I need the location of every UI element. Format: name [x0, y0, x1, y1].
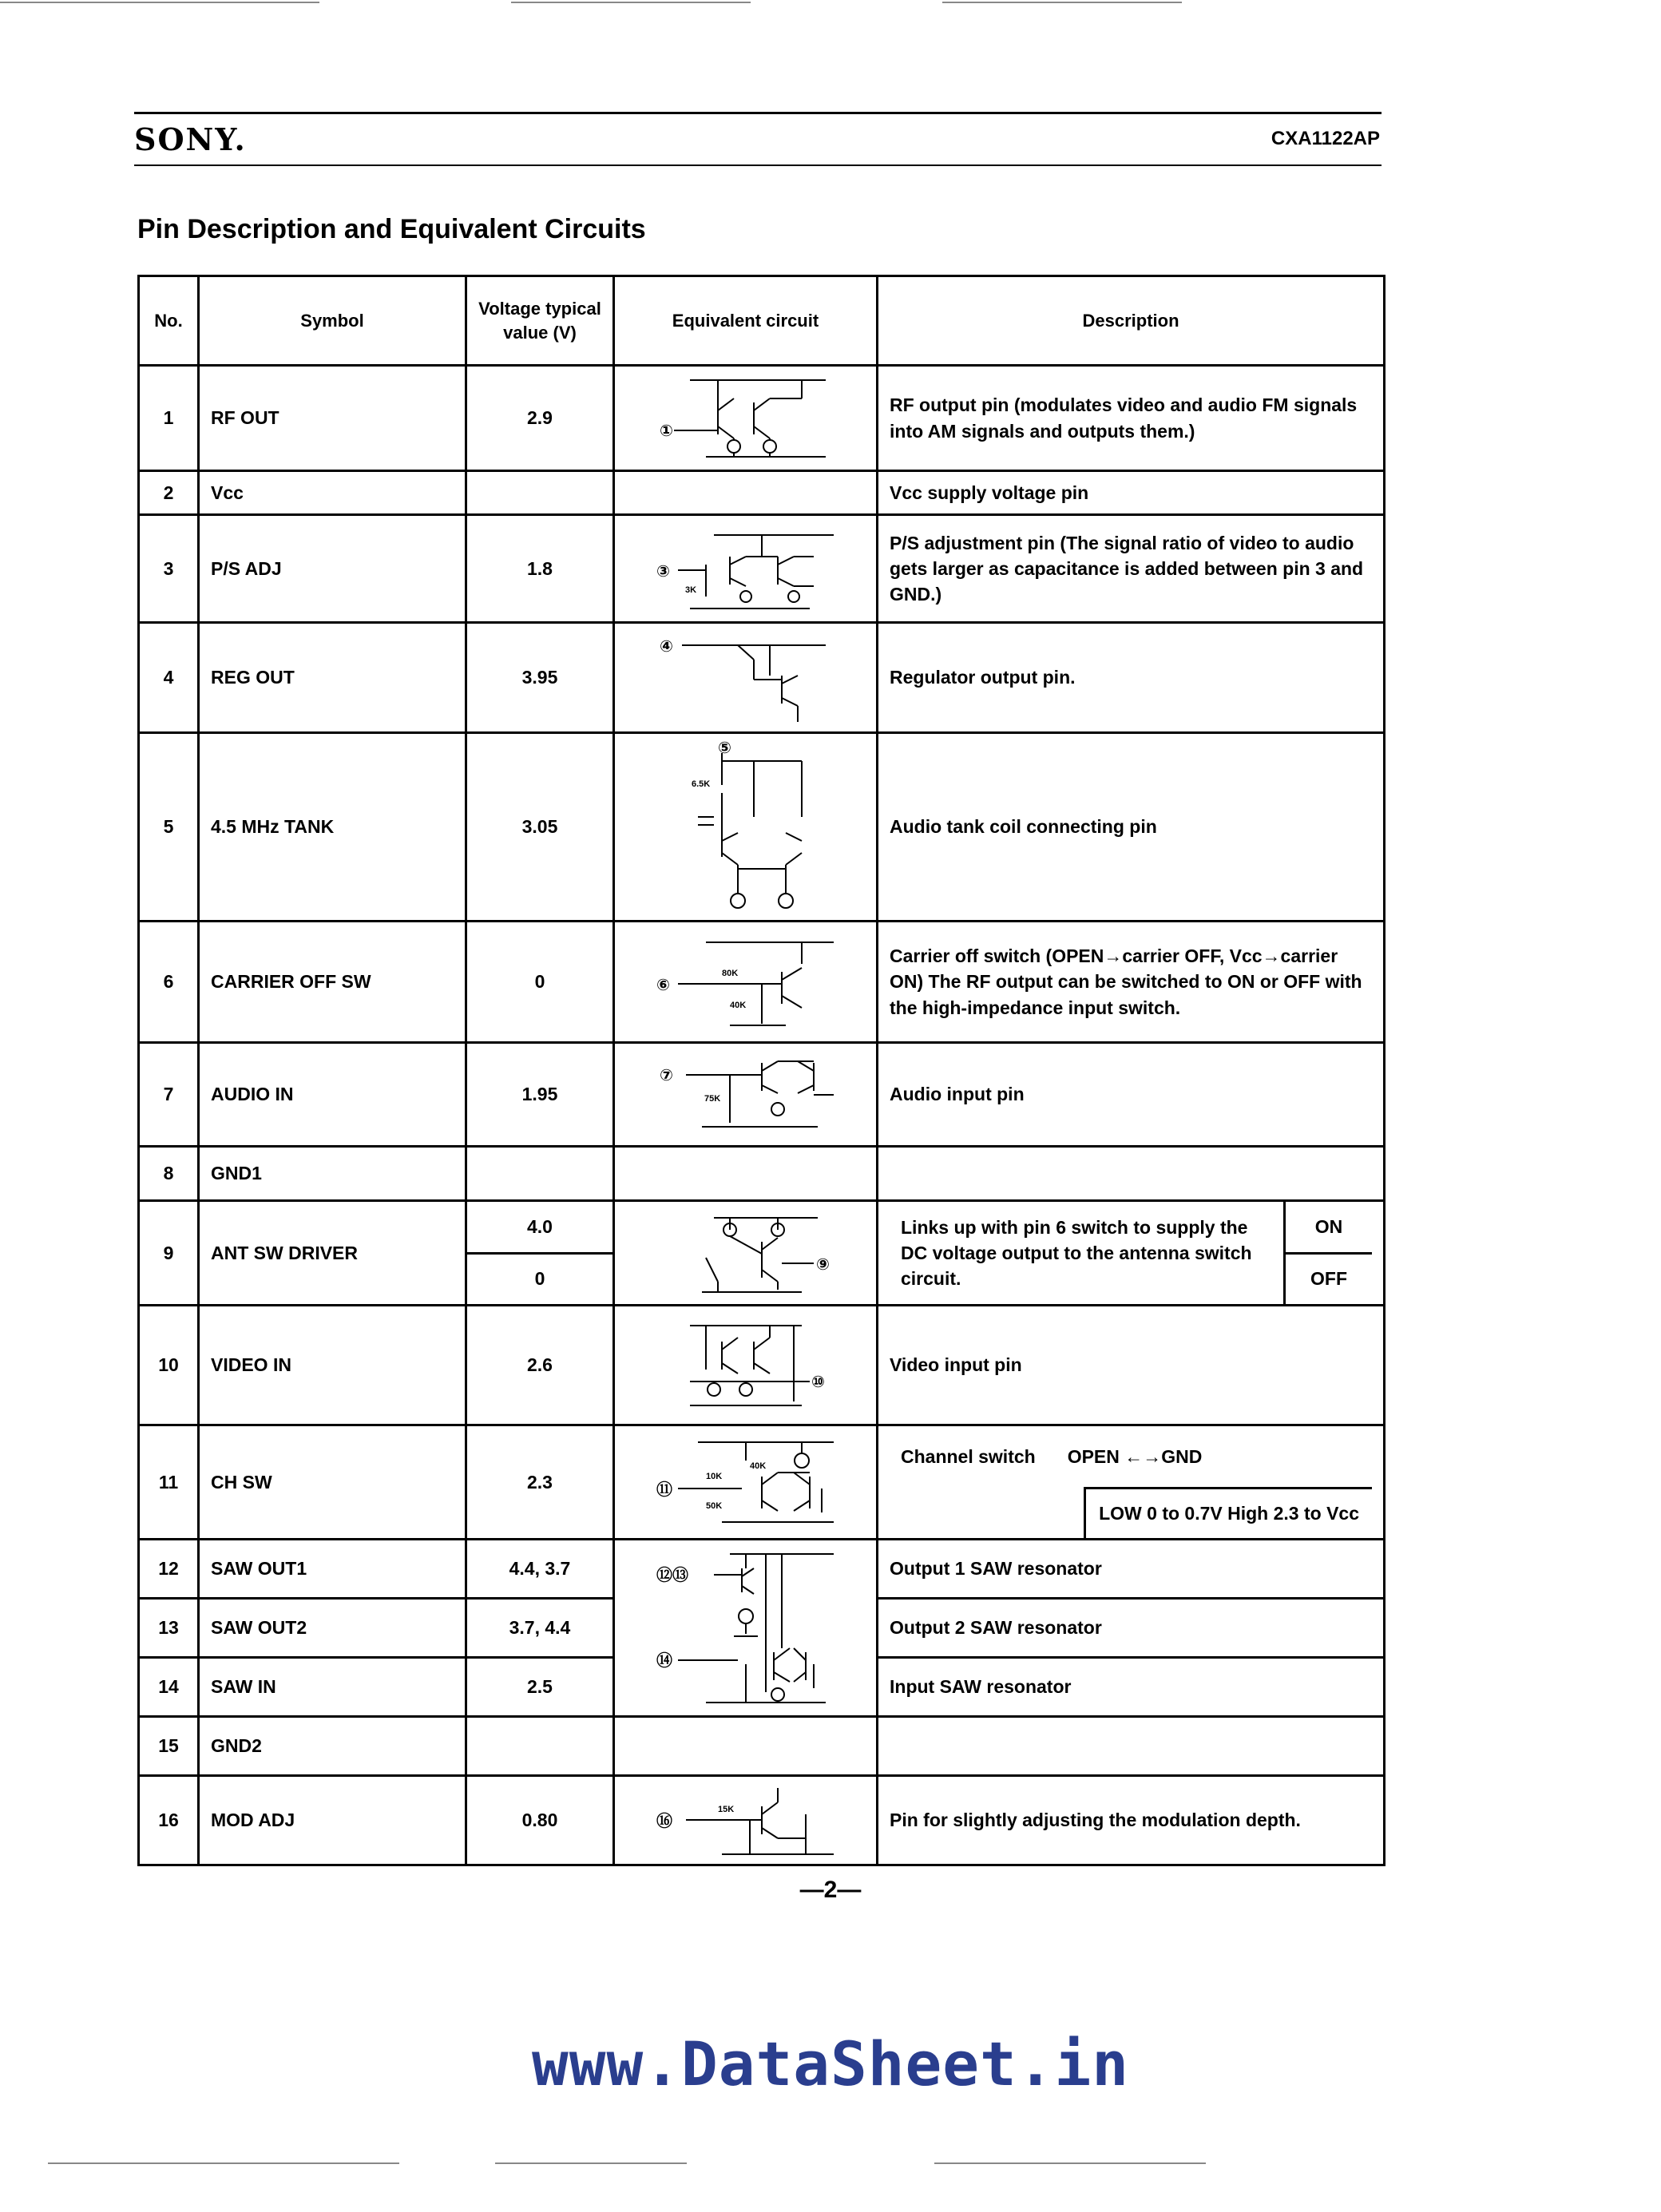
pin-voltage-off: 0 [467, 1252, 612, 1305]
circuit-carrier-off [642, 928, 850, 1036]
circuit-cell [614, 1540, 878, 1717]
resistor-label: 10K [705, 1471, 722, 1481]
circuit-audio-in [642, 1047, 850, 1143]
scan-artifact-top [942, 2, 1182, 3]
page-number: —2— [799, 1877, 862, 1903]
switch-map: OPEN ←→GND [1067, 1445, 1203, 1467]
header-rule-bottom [134, 165, 1382, 166]
circuit-cell [614, 1306, 878, 1425]
part-number: CXA1122AP [1271, 128, 1380, 149]
circuit-cell [614, 922, 878, 1043]
table-row [139, 1306, 1385, 1425]
col-header-voltage: Voltage typical value (V) [466, 276, 614, 366]
pin-marker: ⑫⑬ [656, 1566, 688, 1584]
pin-marker: ③ [656, 563, 670, 581]
pin-voltage [466, 1147, 614, 1201]
pin-symbol: AUDIO IN [199, 1043, 466, 1147]
col-header-no: No. [139, 276, 199, 366]
table-row [139, 471, 1385, 515]
pin-marker: ⑪ [656, 1481, 672, 1499]
pin-no: 12 [139, 1540, 199, 1599]
pin-voltage: 3.95 [466, 623, 614, 733]
pin-symbol: RF OUT [199, 366, 466, 471]
pin-voltage: 3.7, 4.4 [466, 1599, 614, 1658]
circuit-ant-sw [642, 1206, 850, 1300]
pin-description: Output 1 SAW resonator [878, 1540, 1385, 1599]
pin-description: Output 2 SAW resonator [878, 1599, 1385, 1658]
pin-description: Pin for slightly adjusting the modulation depth. [878, 1776, 1385, 1865]
pin-description [878, 1147, 1385, 1201]
pin-description: Video input pin [878, 1306, 1385, 1425]
pin-description: RF output pin (modulates video and audio FM signals into AM signals and outputs them.) [878, 366, 1385, 471]
pin-voltage: 3.05 [466, 733, 614, 922]
col-header-symbol: Symbol [199, 276, 466, 366]
pin-marker: ⑨ [815, 1256, 830, 1274]
pin-marker: ⑭ [656, 1651, 672, 1670]
pin-marker: ⑩ [811, 1373, 825, 1391]
resistor-label: 40K [729, 1001, 746, 1010]
table-row [139, 733, 1385, 922]
pin-no: 13 [139, 1599, 199, 1658]
pin-no: 2 [139, 471, 199, 515]
col-header-description: Description [878, 276, 1385, 366]
table-row [139, 366, 1385, 471]
state-on: ON [1314, 1215, 1343, 1237]
pin-voltage: 2.3 [466, 1425, 614, 1540]
pin-no: 1 [139, 366, 199, 471]
pin-symbol: CARRIER OFF SW [199, 922, 466, 1043]
circuit-cell [614, 1147, 878, 1201]
circuit-mod-adj [642, 1778, 850, 1862]
pin-description: Input SAW resonator [878, 1658, 1385, 1717]
resistor-label: 6.5K [691, 779, 710, 789]
section-title: Pin Description and Equivalent Circuits [137, 214, 646, 244]
pin-voltage: 4.4, 3.7 [466, 1540, 614, 1599]
pin-voltage-split [466, 1201, 614, 1306]
pin-description: Carrier off switch (OPEN→carrier OFF, Vcc→carrier ON) The RF output can be switched to ON or OFF with the high-impedance input switch. [878, 922, 1385, 1043]
table-row [139, 1043, 1385, 1147]
pin-symbol: SAW OUT2 [199, 1599, 466, 1658]
scan-artifact-bottom [495, 2162, 687, 2164]
pin-symbol: SAW IN [199, 1658, 466, 1717]
pin-voltage: 0.80 [466, 1776, 614, 1865]
pin-table [137, 275, 1385, 1866]
circuit-cell [614, 1425, 878, 1540]
circuit-cell [614, 366, 878, 471]
pin-description: Vcc supply voltage pin [878, 471, 1385, 515]
table-row [139, 1776, 1385, 1865]
pin-marker: ⑤ [717, 739, 731, 757]
pin-symbol: VIDEO IN [199, 1306, 466, 1425]
resistor-label: 3K [684, 585, 696, 595]
table-row [139, 922, 1385, 1043]
pin-voltage: 1.8 [466, 515, 614, 623]
pin-no: 8 [139, 1147, 199, 1201]
pin-description-cell [878, 1425, 1385, 1540]
pin-symbol: ANT SW DRIVER [199, 1201, 466, 1306]
pin-description: Regulator output pin. [878, 623, 1385, 733]
resistor-label: 80K [721, 969, 738, 978]
logic-levels: LOW 0 to 0.7V High 2.3 to Vcc [1084, 1487, 1372, 1538]
header-rule-top [134, 112, 1382, 114]
resistor-label: 75K [704, 1093, 720, 1104]
col-header-circuit: Equivalent circuit [614, 276, 878, 366]
circuit-cell [614, 515, 878, 623]
circuit-cell [614, 1201, 878, 1306]
pin-symbol: GND1 [199, 1147, 466, 1201]
table-row [139, 1717, 1385, 1776]
pin-description: Channel switch [901, 1445, 1036, 1467]
pin-symbol: REG OUT [199, 623, 466, 733]
pin-symbol: P/S ADJ [199, 515, 466, 623]
pin-symbol: GND2 [199, 1717, 466, 1776]
pin-no: 14 [139, 1658, 199, 1717]
table-row [139, 1201, 1385, 1306]
pin-voltage: 1.95 [466, 1043, 614, 1147]
pin-symbol: MOD ADJ [199, 1776, 466, 1865]
circuit-tank [642, 737, 850, 917]
pin-voltage: 2.6 [466, 1306, 614, 1425]
resistor-label: 40K [749, 1461, 766, 1471]
pin-no: 15 [139, 1717, 199, 1776]
circuit-cell [614, 471, 878, 515]
pin-voltage: 2.9 [466, 366, 614, 471]
pin-description: Links up with pin 6 switch to supply the DC voltage output to the antenna switch circuit. [901, 1216, 1252, 1290]
pin-voltage: 0 [466, 922, 614, 1043]
pin-voltage: 2.5 [466, 1658, 614, 1717]
pin-description: Audio input pin [878, 1043, 1385, 1147]
pin-no: 7 [139, 1043, 199, 1147]
pin-marker: ⑯ [656, 1813, 672, 1830]
circuit-ps-adj [642, 521, 850, 616]
brand-logo: SONY. [134, 121, 247, 157]
circuit-cell [614, 1717, 878, 1776]
circuit-cell [614, 1776, 878, 1865]
pin-description [878, 1717, 1385, 1776]
scan-artifact-bottom [934, 2162, 1206, 2164]
table-row [139, 1425, 1385, 1540]
pin-no: 9 [139, 1201, 199, 1306]
resistor-label: 15K [717, 1805, 734, 1814]
pin-no: 10 [139, 1306, 199, 1425]
pin-marker: ⑦ [659, 1066, 673, 1084]
pin-no: 16 [139, 1776, 199, 1865]
scan-artifact-top [511, 2, 751, 3]
circuit-rf-out [642, 371, 850, 466]
pin-no: 4 [139, 623, 199, 733]
resistor-label: 50K [705, 1500, 722, 1511]
table-row [139, 515, 1385, 623]
pin-symbol: 4.5 MHz TANK [199, 733, 466, 922]
pin-voltage [466, 1717, 614, 1776]
pin-marker: ① [659, 422, 673, 440]
scan-artifact-top [0, 2, 319, 3]
circuit-cell [614, 1043, 878, 1147]
circuit-saw [642, 1544, 850, 1712]
table-row [139, 1147, 1385, 1201]
circuit-ch-sw [642, 1433, 850, 1532]
pin-description-cell [878, 1201, 1385, 1306]
pin-no: 11 [139, 1425, 199, 1540]
pin-no: 3 [139, 515, 199, 623]
pin-marker: ⑥ [656, 977, 670, 994]
pin-no: 5 [139, 733, 199, 922]
pin-symbol: SAW OUT1 [199, 1540, 466, 1599]
circuit-reg-out [642, 628, 850, 727]
state-off: OFF [1286, 1252, 1372, 1305]
scan-artifact-bottom [48, 2162, 399, 2164]
pin-symbol: Vcc [199, 471, 466, 515]
table-row [139, 1540, 1385, 1599]
pin-no: 6 [139, 922, 199, 1043]
pin-voltage-on: 4.0 [527, 1215, 553, 1237]
circuit-cell [614, 623, 878, 733]
pin-voltage [466, 471, 614, 515]
table-row [139, 623, 1385, 733]
circuit-video-in [642, 1314, 850, 1417]
watermark-link[interactable]: www.DataSheet.in [531, 2028, 1130, 2099]
pin-marker: ④ [659, 638, 673, 656]
table-header-row [139, 276, 1385, 366]
pin-description: Audio tank coil connecting pin [878, 733, 1385, 922]
pin-description: P/S adjustment pin (The signal ratio of video to audio gets larger as capacitance is added between pin 3 and GND.) [878, 515, 1385, 623]
circuit-cell [614, 733, 878, 922]
pin-symbol: CH SW [199, 1425, 466, 1540]
